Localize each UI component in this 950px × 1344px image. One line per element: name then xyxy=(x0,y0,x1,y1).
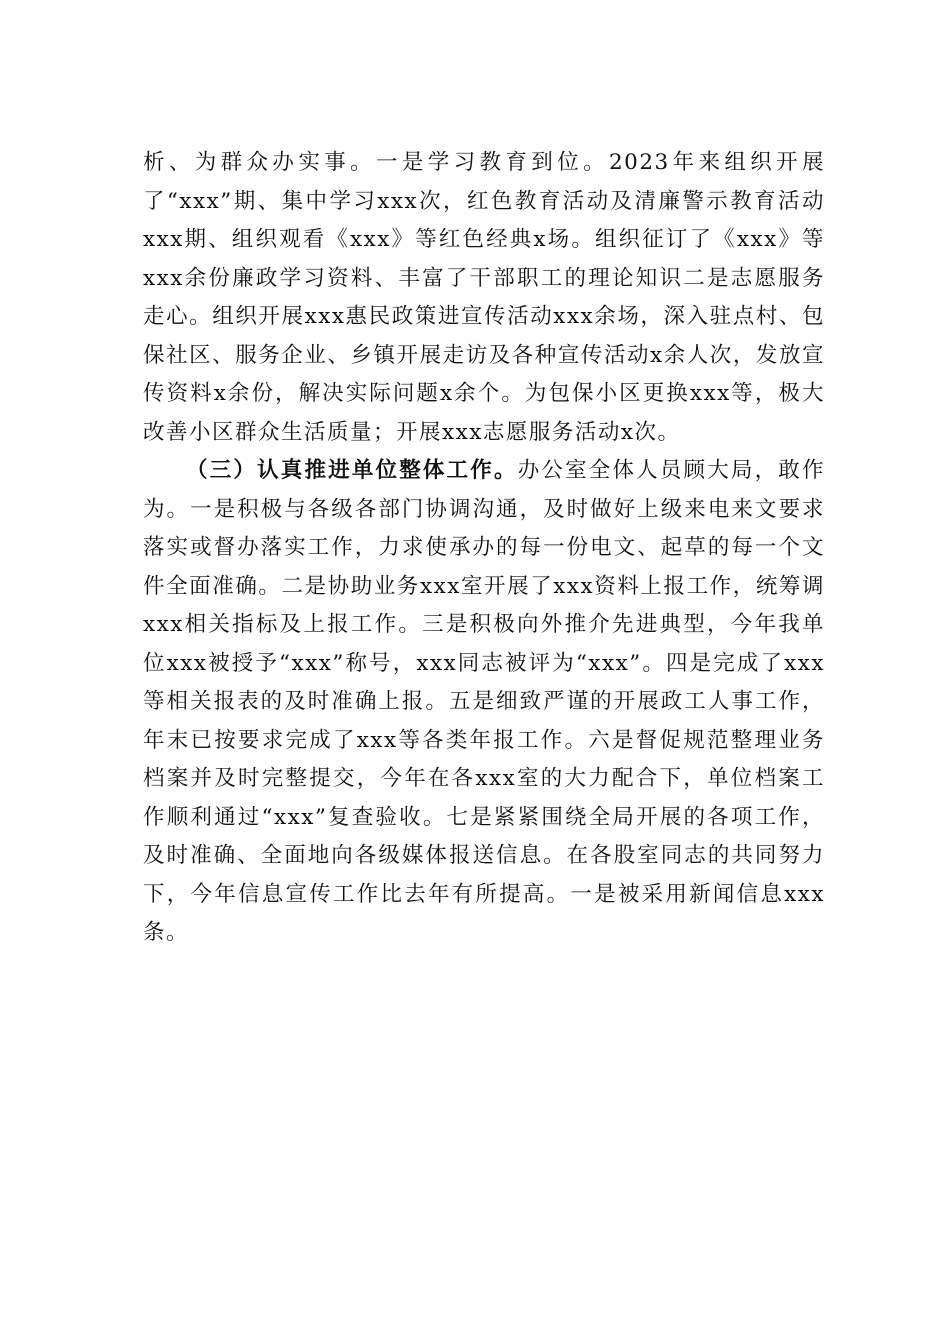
paragraph-2-text: 办公室全体人员顾大局，敢作为。一是积极与各级各部门协调沟通，及时做好上级来电来文要求落实或督办落实工作，力求使承办的每一份电文、起草的每一个文件全面准确。二是协助业务xxx室开展了xxx资料上报工作，统筹调xxx相关指标及上报工作。三是积极向外推介先进典型，今年我单位xxx被授予“xxx”称号，xxx同志被评为“xxx”。四是完成了xxx等相关报表的及时准确上报。五是细致严谨的开展政工人事工作，年末已按要求完成了xxx等各类年报工作。六是督促规范整理业务档案并及时完整提交，今年在各xxx室的大力配合下，单位档案工作顺利通过“xxx”复查验收。七是紧紧围绕全局开展的各项工作，及时准确、全面地向各级媒体报送信息。在各股室同志的共同努力下，今年信息宣传工作比去年有所提高。一是被采用新闻信息xxx条。 xyxy=(143,458,825,945)
paragraph-2 xyxy=(143,452,825,953)
paragraph-1 xyxy=(143,144,825,452)
document-body xyxy=(143,144,825,953)
paragraph-1-text: 析、为群众办实事。一是学习教育到位。2023年来组织开展了“xxx”期、集中学习xxx次，红色教育活动及清廉警示教育活动xxx期、组织观看《xxx》等红色经典x场。组织征订了《xxx》等xxx余份廉政学习资料、丰富了干部职工的理论知识二是志愿服务走心。组织开展xxx惠民政策进宣传活动xxx余场，深入驻点村、包保社区、服务企业、乡镇开展走访及各种宣传活动x余人次，发放宣传资料x余份，解决实际问题x余个。为包保小区更换xxx等，极大改善小区群众生活质量；开展xxx志愿服务活动x次。 xyxy=(143,150,825,445)
section-heading-3: （三）认真推进单位整体工作。 xyxy=(186,458,518,483)
